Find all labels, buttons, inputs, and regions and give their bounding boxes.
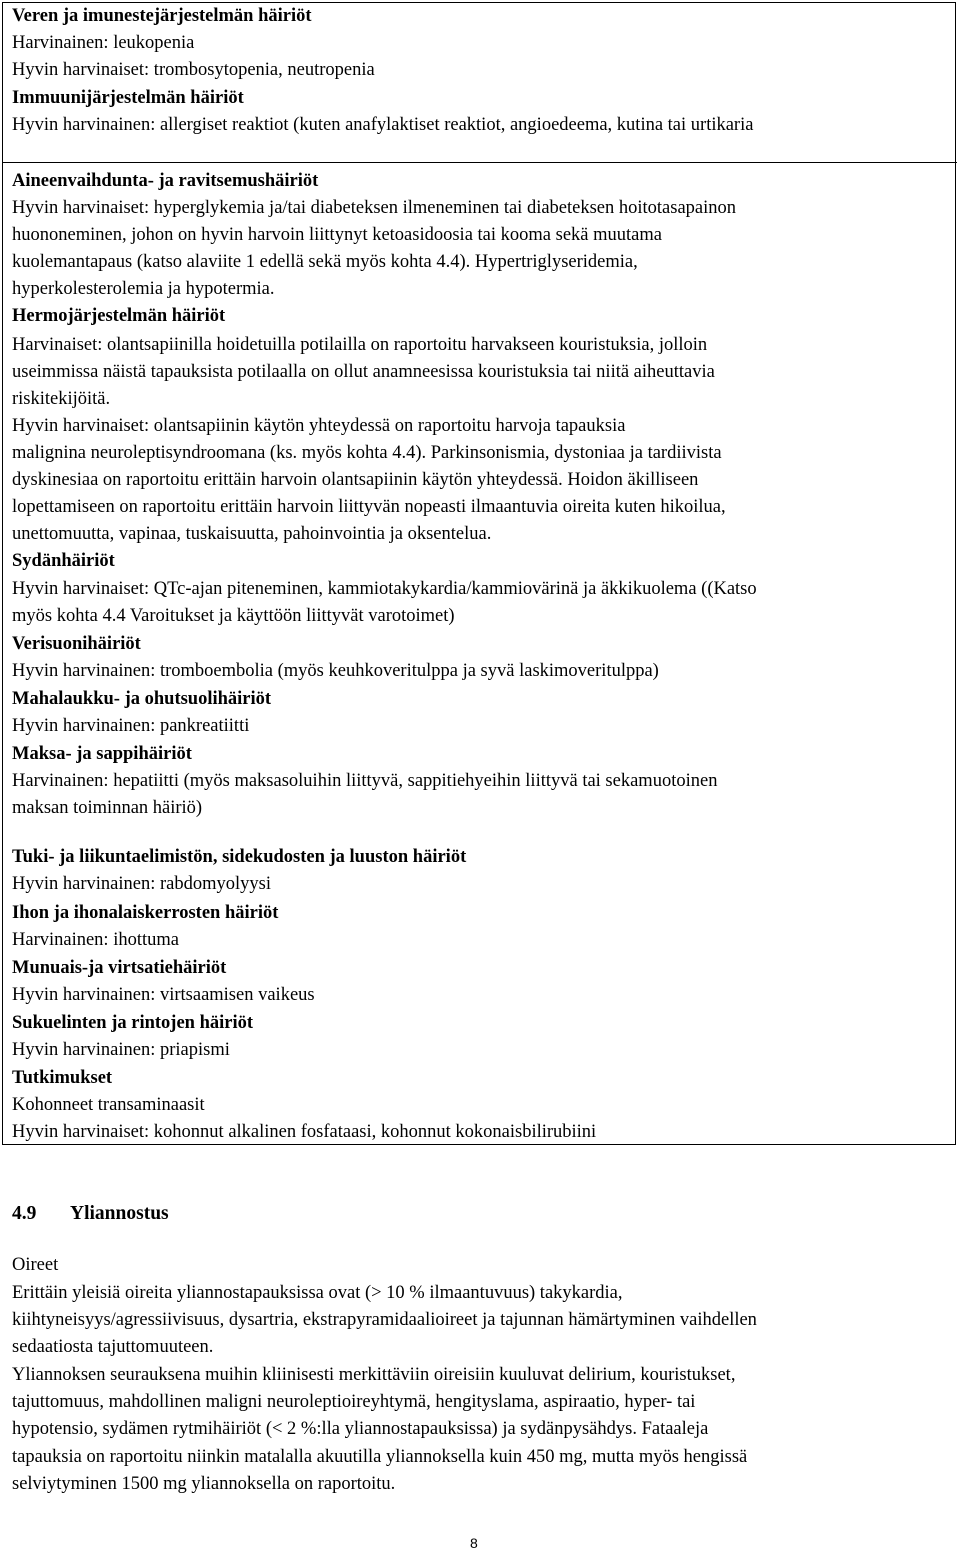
table-entry-text: Hyvin harvinainen: rabdomyolyysi <box>12 874 271 894</box>
table-entry-text: Harvinainen: leukopenia <box>12 33 195 53</box>
paragraph-line: kiihtyneisyys/agressiivisuus, dysartria, ekstrapyramidaalioireet ja tajunnan hämärtyminen vaihdellen <box>12 1310 757 1330</box>
paragraph-line: sedaatiosta tajuttomuuteen. <box>12 1337 214 1357</box>
table-entry-text: useimmissa näistä tapauksista potilaalla on ollut anamneesissa kouristuksia tai niitä aiheuttavia <box>12 362 715 382</box>
table-entry-text: hyperkolesterolemia ja hypotermia. <box>12 279 275 299</box>
section-number: 4.9 <box>12 1203 37 1224</box>
table-entry-text: unettomuutta, vapinaa, tuskaisuutta, pahoinvointia ja oksentelua. <box>12 524 492 544</box>
table-entry-text: maksan toiminnan häiriö) <box>12 798 203 818</box>
table-category-heading: Verisuonihäiriöt <box>12 634 141 654</box>
paragraph-line: tapauksia on raportoitu niinkin matalalla akuutilla yliannoksella kuin 450 mg, mutta myös hengissä <box>12 1447 748 1467</box>
table-category-heading: Maksa- ja sappihäiriöt <box>12 744 192 764</box>
table-entry-text: malignina neuroleptisyndroomana (ks. myös kohta 4.4). Parkinsonismia, dystoniaa ja tardiivista <box>12 443 722 463</box>
table-entry-text: Hyvin harvinaiset: trombosytopenia, neutropenia <box>12 60 375 80</box>
paragraph-line: Erittäin yleisiä oireita yliannostapauksissa ovat (> 10 % ilmaantuvuus) takykardia, <box>12 1283 623 1303</box>
table-entry-text: dyskinesiaa on raportoitu erittäin harvoin olantsapiinin käytön yhteydessä. Hoidon äkilliseen <box>12 470 699 490</box>
page-number: 8 <box>470 1535 478 1551</box>
paragraph-line: selviytyminen 1500 mg yliannoksella on raportoitu. <box>12 1474 396 1494</box>
table-entry-text: Hyvin harvinaiset: QTc-ajan piteneminen, kammiotakykardia/kammiovärinä ja äkkikuolema ((Katso <box>12 579 757 599</box>
table-category-heading: Aineenvaihdunta- ja ravitsemushäiriöt <box>12 171 319 191</box>
table-entry-text: Hyvin harvinainen: tromboembolia (myös keuhkoveritulppa ja syvä laskimoveritulppa) <box>12 661 659 681</box>
table-entry-text: Harvinainen: ihottuma <box>12 930 179 950</box>
table-entry-text: Kohonneet transaminaasit <box>12 1095 205 1115</box>
table-entry-text: kuolemantapaus (katso alaviite 1 edellä sekä myös kohta 4.4). Hypertriglyseridemia, <box>12 252 638 272</box>
table-entry-text: riskitekijöitä. <box>12 389 111 409</box>
table-category-heading: Munuais-ja virtsatiehäiriöt <box>12 958 227 978</box>
paragraph-line: tajuttomuus, mahdollinen maligni neuroleptioireyhtymä, hengityslama, aspiraatio, hyper- tai <box>12 1392 696 1412</box>
table-category-heading: Tutkimukset <box>12 1068 113 1088</box>
section-heading <box>12 1203 169 1225</box>
table-entry-text: Hyvin harvinaiset: hyperglykemia ja/tai diabeteksen ilmeneminen tai diabeteksen hoitotasapainon <box>12 198 737 218</box>
table-entry-text: Hyvin harvinaiset: olantsapiinin käytön yhteydessä on raportoitu harvoja tapauksia <box>12 416 626 436</box>
table-category-heading: Ihon ja ihonalaiskerrosten häiriöt <box>12 903 279 923</box>
paragraph-line: Yliannoksen seurauksena muihin kliinisesti merkittäviin oireisiin kuuluvat delirium, kouristukset, <box>12 1365 736 1385</box>
table-category-heading: Sydänhäiriöt <box>12 551 115 571</box>
table-entry-text: myös kohta 4.4 Varoitukset ja käyttöön liittyvät varotoimet) <box>12 606 455 626</box>
table-category-heading: Immuunijärjestelmän häiriöt <box>12 88 244 108</box>
subheading-oireet: Oireet <box>12 1255 59 1275</box>
paragraph-line: hypotensio, sydämen rytmihäiriöt (< 2 %:lla yliannostapauksissa) ja sydänpysähdys. Fataaleja <box>12 1419 709 1439</box>
table-entry-text: huononeminen, johon on hyvin harvoin liittynyt ketoasidoosia tai kooma sekä muutama <box>12 225 662 245</box>
section-title: Yliannostus <box>70 1203 169 1224</box>
table-category-heading: Tuki- ja liikuntaelimistön, sidekudosten ja luuston häiriöt <box>12 847 467 867</box>
table-entry-text: lopettamiseen on raportoitu erittäin harvoin liittyvän nopeasti ilmaantuvia oireita kuten hikoilua, <box>12 497 726 517</box>
table-category-heading: Veren ja imunestejärjestelmän häiriöt <box>12 6 312 26</box>
table-entry-text: Hyvin harvinainen: pankreatiitti <box>12 716 250 736</box>
table-entry-text: Harvinainen: hepatiitti (myös maksasoluihin liittyvä, sappitiehyeihin liittyvä tai sekamuotoinen <box>12 771 718 791</box>
table-entry-text: Hyvin harvinainen: allergiset reaktiot (kuten anafylaktiset reaktiot, angioedeema, kutina tai urtikaria <box>12 115 754 135</box>
table-category-heading: Hermojärjestelmän häiriöt <box>12 306 226 326</box>
table-category-heading: Mahalaukku- ja ohutsuolihäiriöt <box>12 689 272 709</box>
table-entry-text: Hyvin harvinaiset: kohonnut alkalinen fosfataasi, kohonnut kokonaisbilirubiini <box>12 1122 597 1142</box>
table-category-heading: Sukuelinten ja rintojen häiriöt <box>12 1013 254 1033</box>
table-entry-text: Hyvin harvinainen: priapismi <box>12 1040 230 1060</box>
table-entry-text: Hyvin harvinainen: virtsaamisen vaikeus <box>12 985 315 1005</box>
table-row-divider <box>2 162 957 163</box>
table-entry-text: Harvinaiset: olantsapiinilla hoidetuilla potilailla on raportoitu harvakseen kouristuksia, jolloin <box>12 335 708 355</box>
